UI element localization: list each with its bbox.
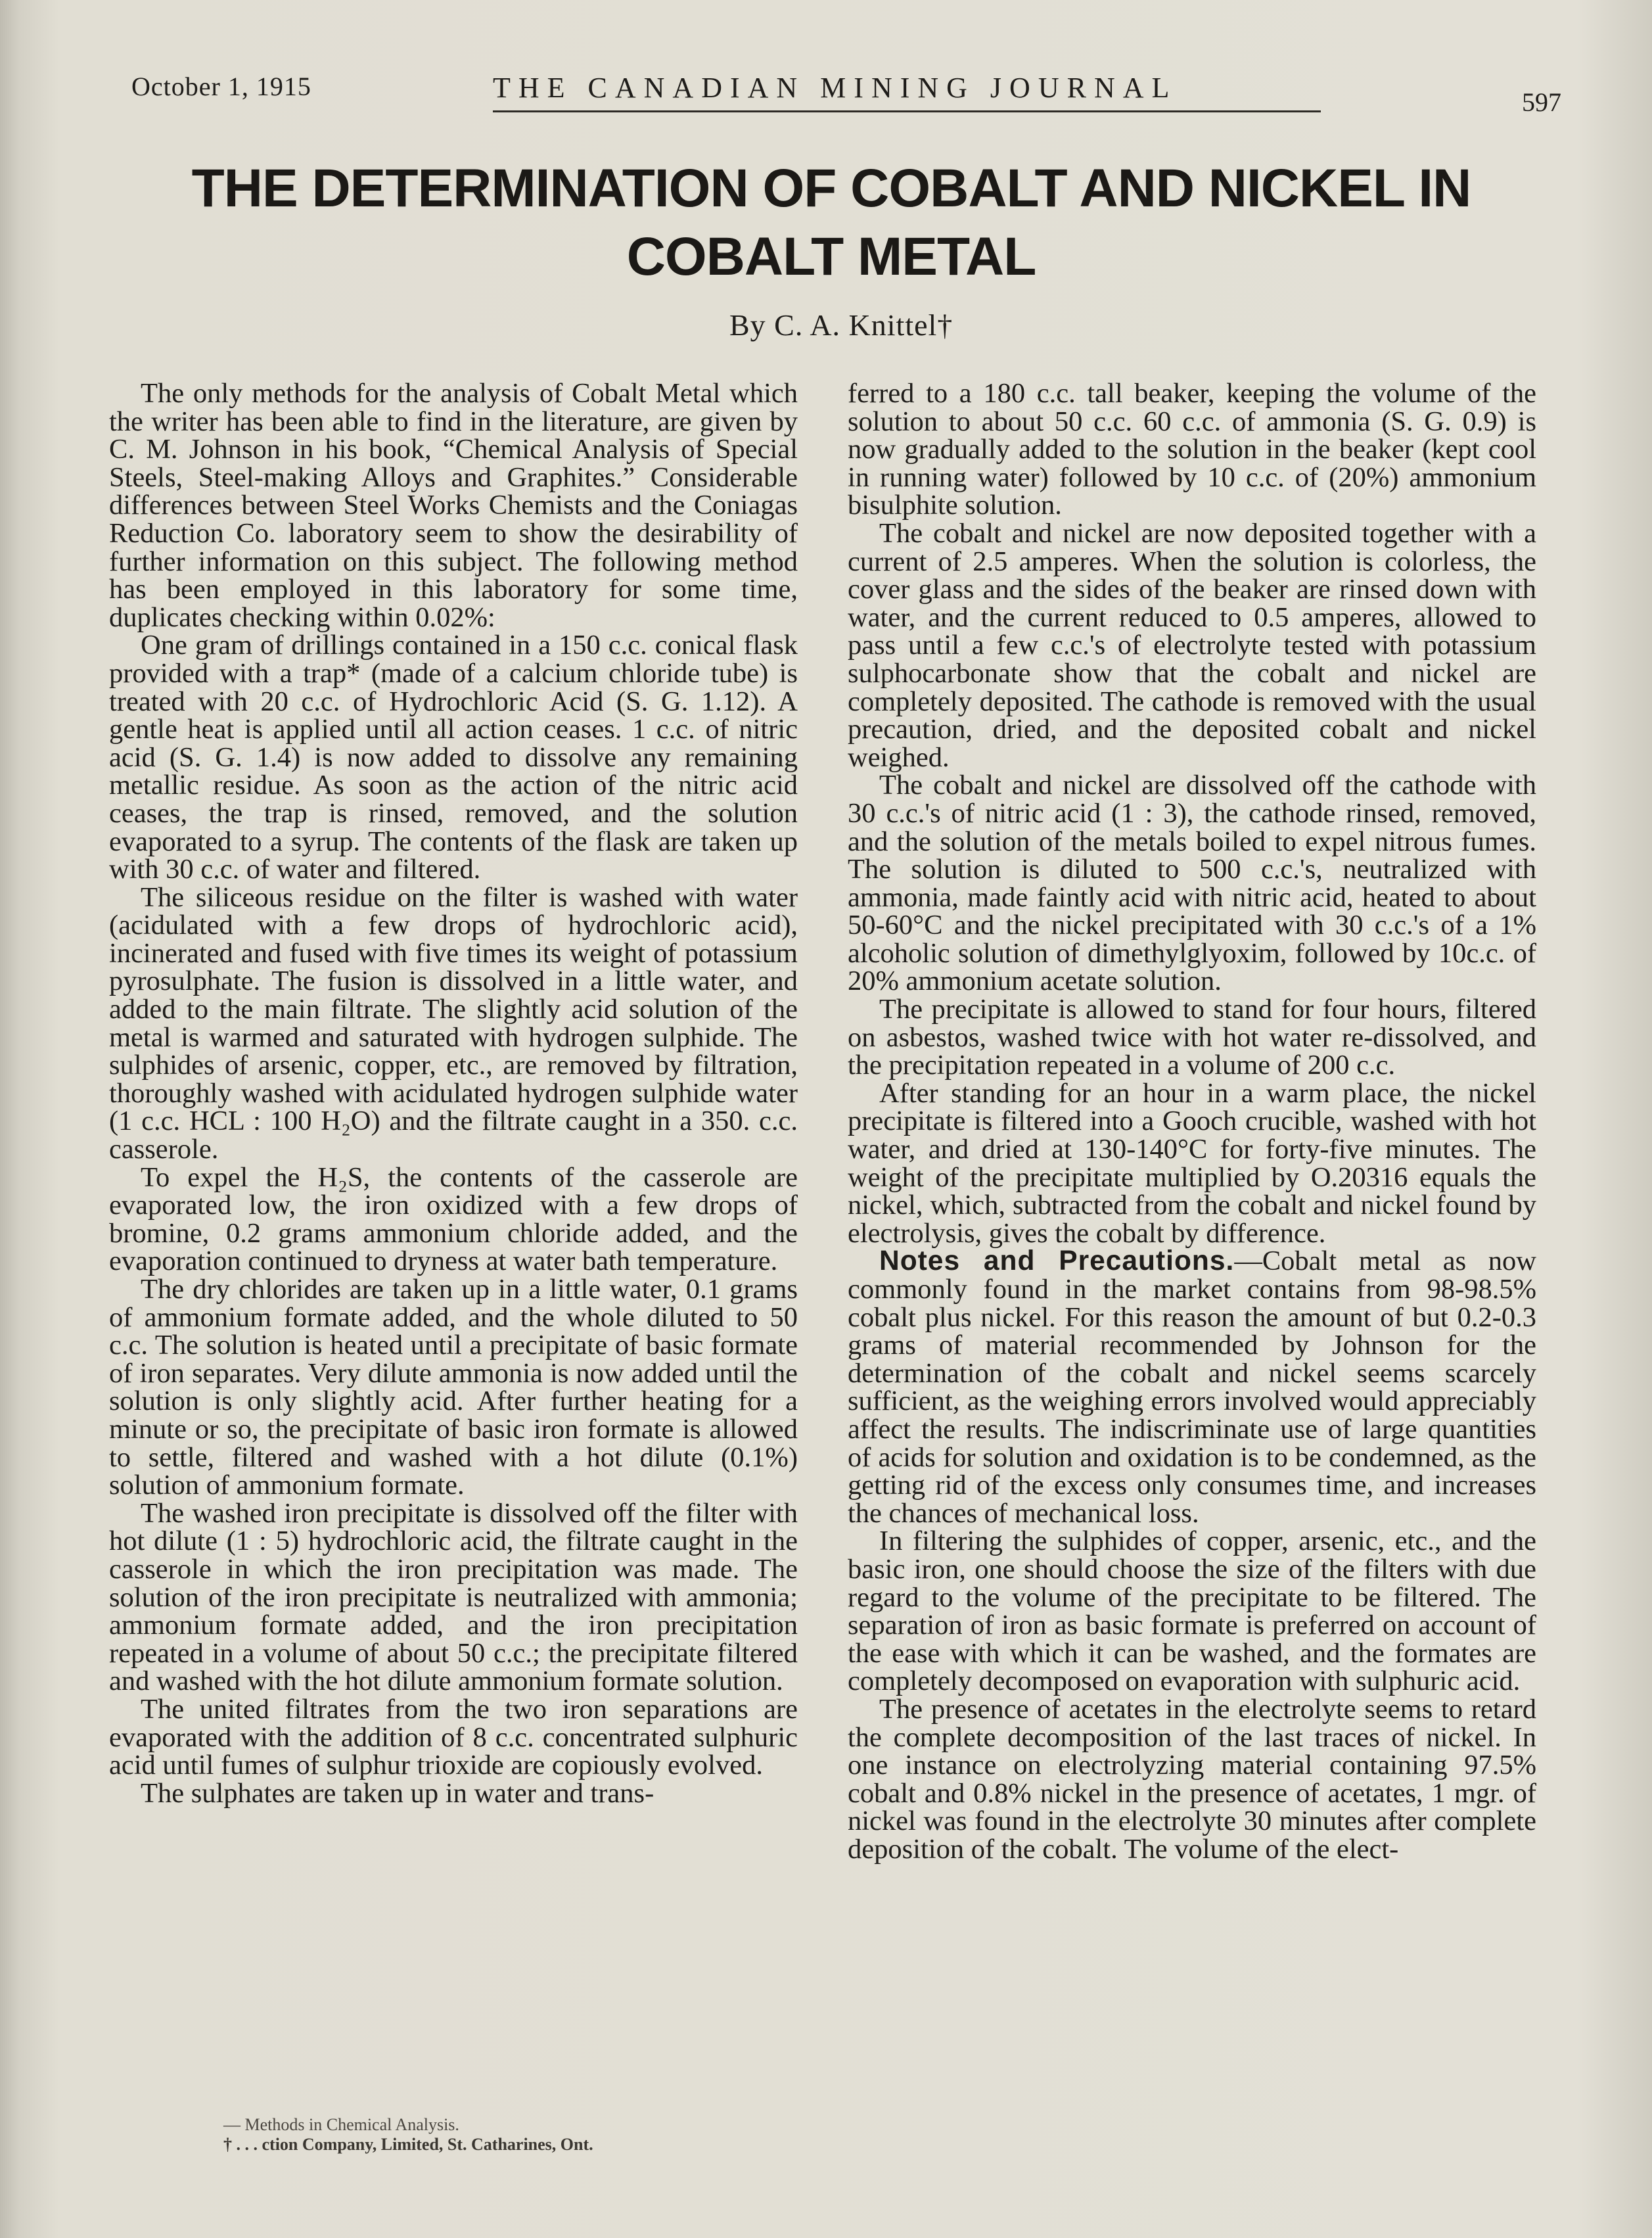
paragraph: The cobalt and nickel are dissolved off the cathode with 30 c.c.'s of nitric acid (1 : 3), the cathode rinsed, removed, and the solution of the metals boiled to expel nitrous fumes. The solution is diluted to 500 c.c.'s, neutralized with ammonia, made faintly acid with nitric acid, heated to about 50-60°C and the nickel precipitated with 30 c.c.'s of a 1% alcoholic solution of dimethylglyoxim, followed by 10c.c. of 20% ammonium acetate solution. xyxy=(848,770,1536,997)
page-number: 597 xyxy=(1522,87,1561,117)
paragraph: In filtering the sulphides of copper, arsenic, etc., and the basic iron, one should choose the size of the filters with due regard to the volume of the precipitate to be filtered. The separation of iron as basic formate is preferred on account of the ease with which it can be washed, and the formates are completely decomposed on evaporation with sulphuric acid. xyxy=(848,1526,1536,1697)
notes-paragraph xyxy=(848,1247,1536,1527)
paragraph: The washed iron precipitate is dissolved off the filter with hot dilute (1 : 5) hydrochloric acid, the filtrate caught in the casserole in which the iron precipitation was made. The solution of the iron precipitate is neutralized with ammonia; ammonium formate added, and the iron precipitation repeated in a volume of about 50 c.c.; the precipitate filtered and washed with the hot dilute ammonium formate solution. xyxy=(109,1497,798,1697)
footnote-2: † . . . ction Company, Limited, St. Catharines, Ont. xyxy=(223,2135,593,2154)
journal-name: THE CANADIAN MINING JOURNAL xyxy=(493,72,1178,104)
issue-date: October 1, 1915 xyxy=(131,72,311,101)
footnote-1: — Methods in Chemical Analysis. xyxy=(223,2115,459,2134)
paragraph: The sulphates are taken up in water and trans- xyxy=(141,1777,654,1809)
title-line-1: THE DETERMINATION OF COBALT AND NICKEL IN xyxy=(191,158,1471,218)
paragraph: The dry chlorides are taken up in a little water, 0.1 grams of ammonium formate added, and the whole diluted to 50 c.c. The solution is heated until a precipitate of basic formate of iron separates. Very dilute ammonia is now added until the solution is only slightly acid. After further heating for a minute or so, the precipitate of basic iron formate is allowed to settle, filtered and washed with a hot dilute (0.1%) solution of ammonium formate. xyxy=(109,1274,798,1501)
left-column xyxy=(109,380,798,1807)
paragraph: The united filtrates from the two iron separations are evaporated with the addition of 8 c.c. concentrated sulphuric acid until fumes of sulphur trioxide are copiously evolved. xyxy=(109,1693,798,1781)
notes-text: —Cobalt metal as now commonly found in the market contains from 98-98.5% cobalt plus nickel. For this reason the amount of but 0.2-0.3 grams of material recommended by Johnson for the determination of the cobalt and nickel seems scarcely sufficient, as the weighing errors involved would appreciably affect the results. The indiscriminate use of large quantities of acids for solution and oxidation is to be condemned, as the getting rid of the excess only consumes time, and increases the chances of mechanical loss. xyxy=(848,1246,1536,1529)
paragraph: After standing for an hour in a warm place, the nickel precipitate is filtered into a Gooch crucible, washed with hot water, and dried at 130-140°C for forty-five minutes. The weight of the precipitate multiplied by O.20316 equals the nickel, which, subtracted from the cobalt and nickel found by electrolysis, gives the cobalt by difference. xyxy=(848,1077,1536,1249)
paragraph: The presence of acetates in the electrolyte seems to retard the complete decomposition of the last traces of nickel. In one instance on electrolyzing material containing 97.5% cobalt and 0.8% nickel in the presence of acetates, 1 mgr. of nickel was found in the electrolyte 30 minutes after complete deposition of the cobalt. The volume of the elect- xyxy=(848,1693,1536,1865)
paragraph: ferred to a 180 c.c. tall beaker, keeping the volume of the solution to about 50 c.c. 60 c.c. of ammonia (S. G. 0.9) is now gradually added to the solution in the beaker (kept cool in running water) followed by 10 c.c. of (20%) ammonium bisulphite solution. xyxy=(848,378,1536,521)
title-line-2: COBALT METAL xyxy=(626,227,1036,287)
header-rule xyxy=(493,110,1321,112)
notes-heading: Notes and Precautions. xyxy=(879,1246,1235,1277)
footnotes xyxy=(223,2115,1012,2155)
paragraph: The cobalt and nickel are now deposited together with a current of 2.5 amperes. When the solution is colorless, the cover glass and the sides of the beaker are rinsed down with water, and the current reduced to 0.5 amperes, allowed to pass until a few c.c.'s of electrolyte tested with potassium sulphocarbonate show that the cobalt and nickel are completely deposited. The cathode is removed with the usual precaution, dried, and the deposited cobalt and nickel weighed. xyxy=(848,517,1536,773)
running-head xyxy=(125,71,1561,117)
paragraph: To expel the H₂S, the contents of the casserole are evaporated low, the iron oxidized with a few drops of bromine, 0.2 grams ammonium chloride added, and the evaporation continued to dryness at water bath temperature. xyxy=(109,1161,798,1277)
paragraph: The only methods for the analysis of Cobalt Metal which the writer has been able to find in the literature, are given by C. M. Johnson in his book, “Chemical Analysis of Special Steels, Steel-making Alloys and Graphites.” Considerable differences between Steel Works Chemists and the Coniagas Reduction Co. laboratory seem to show the desirability of further information on this subject. The following method has been employed in this laboratory for some time, duplicates checking within 0.02%: xyxy=(109,378,798,633)
right-column xyxy=(848,380,1536,1863)
paragraph: The siliceous residue on the filter is washed with water (acidulated with a few drops of hydrochloric acid), incinerated and fused with five times its weight of potassium pyrosulphate. The fusion is dissolved in a little water, and added to the main filtrate. The slightly acid solution of the metal is warmed and saturated with hydrogen sulphide. The sulphides of arsenic, copper, etc., are removed by filtration, thoroughly washed with acidulated hydrogen sulphide water (1 c.c. HCL : 100 H₂O) and the filtrate caught in a 350. c.c. casserole. xyxy=(109,881,798,1165)
byline: By C. A. Knittel† xyxy=(729,308,953,342)
article-title xyxy=(131,154,1531,291)
paragraph: The precipitate is allowed to stand for four hours, filtered on asbestos, washed twice with hot water re-dissolved, and the precipitation repeated in a volume of 200 c.c. xyxy=(848,994,1536,1081)
paragraph: One gram of drillings contained in a 150 c.c. conical flask provided with a trap* (made of a calcium chloride tube) is treated with 20 c.c. of Hydrochloric Acid (S. G. 1.12). A gentle heat is applied until all action ceases. 1 c.c. of nitric acid (S. G. 1.4) is now added to dissolve any remaining metallic residue. As soon as the action of the nitric acid ceases, the trap is rinsed, removed, and the solution evaporated to a syrup. The contents of the flask are taken up with 30 c.c. of water and filtered. xyxy=(109,630,798,885)
